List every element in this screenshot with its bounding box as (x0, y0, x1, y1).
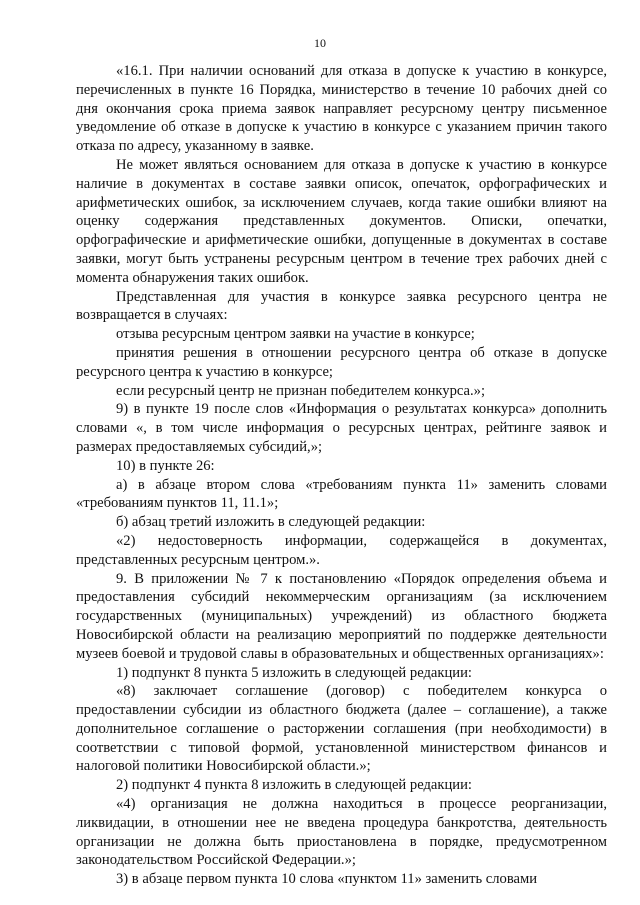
page-number: 10 (314, 36, 326, 50)
paragraph: Представленная для участия в конкурсе заявка ресурсного центра не возвращается в случаях: (76, 288, 607, 324)
paragraph: 1) подпункт 8 пункта 5 изложить в следующей редакции: (116, 664, 472, 681)
paragraph: отзыва ресурсным центром заявки на участие в конкурсе; (116, 326, 475, 343)
paragraph: «4) организация не должна находиться в процессе реорганизации, ликвидации, в отношении нее не введена процедура банкротства, деятельность организации не должна быть приостановлена в порядке, предусмотренном законодательством Российской Федерации.»; (76, 796, 607, 869)
paragraph: а) в абзаце втором слова «требованиям пункта 11» заменить словами «требованиям пунктов 11, 11.1»; (76, 476, 607, 512)
paragraph: «16.1. При наличии оснований для отказа в допуске к участию в конкурсе, перечисленных в пункте 16 Порядка, министерство в течение 10 рабочих дней со дня окончания срока приема заявок направляет ресурсному центру письменное уведомление об отказе в допуске к участию в конкурсе с указанием причин такого отказа по адресу, указанному в заявке. (76, 63, 607, 155)
document-body (76, 62, 607, 889)
paragraph: 9) в пункте 19 после слов «Информация о результатах конкурса» дополнить словами «, в том числе информация о ресурсных центрах, рейтинге заявок и размерах предоставляемых субсидий,»; (76, 401, 607, 455)
paragraph: если ресурсный центр не признан победителем конкурса.»; (116, 382, 486, 399)
paragraph: б) абзац третий изложить в следующей редакции: (116, 514, 426, 531)
paragraph: 10) в пункте 26: (116, 457, 215, 474)
paragraph: Не может являться основанием для отказа в допуске к участию в конкурсе наличие в документах в составе заявки описок, опечаток, орфографических и арифметических ошибок, за исключением случаев, когда такие ошибки влияют на оценку содержания представленных документов. Описки, опечатки, орфографические и арифметические ошибки, допущенные в документах в составе заявки, могут быть устранены ресурсным центром в течение трех рабочих дней с момента обнаружения таких ошибок. (76, 156, 607, 286)
paragraph: 2) подпункт 4 пункта 8 изложить в следующей редакции: (116, 777, 472, 794)
paragraph: 9. В приложении № 7 к постановлению «Порядок определения объема и предоставления субсидий некоммерческим организациям (за исключением государственных (муниципальных) учреждений) из областного бюджета Новосибирской области на реализацию мероприятий по поддержке деятельности музеев боевой и трудовой славы в образовательных и общественных организациях»: (76, 570, 607, 662)
paragraph: «2) недостоверность информации, содержащейся в документах, представленных ресурсным центром.». (76, 532, 607, 568)
paragraph: принятия решения в отношении ресурсного центра об отказе в допуске ресурсного центра к участию в конкурсе; (76, 344, 607, 380)
paragraph: 3) в абзаце первом пункта 10 слова «пунктом 11» заменить словами (116, 871, 538, 888)
paragraph: «8) заключает соглашение (договор) с победителем конкурса о предоставлении субсидии из областного бюджета (далее – соглашение), а также дополнительное соглашение о расторжении соглашения (при необходимости) в соответствии с типовой формой, установленной министерством финансов и налоговой политики Новосибирской области.»; (76, 683, 607, 775)
